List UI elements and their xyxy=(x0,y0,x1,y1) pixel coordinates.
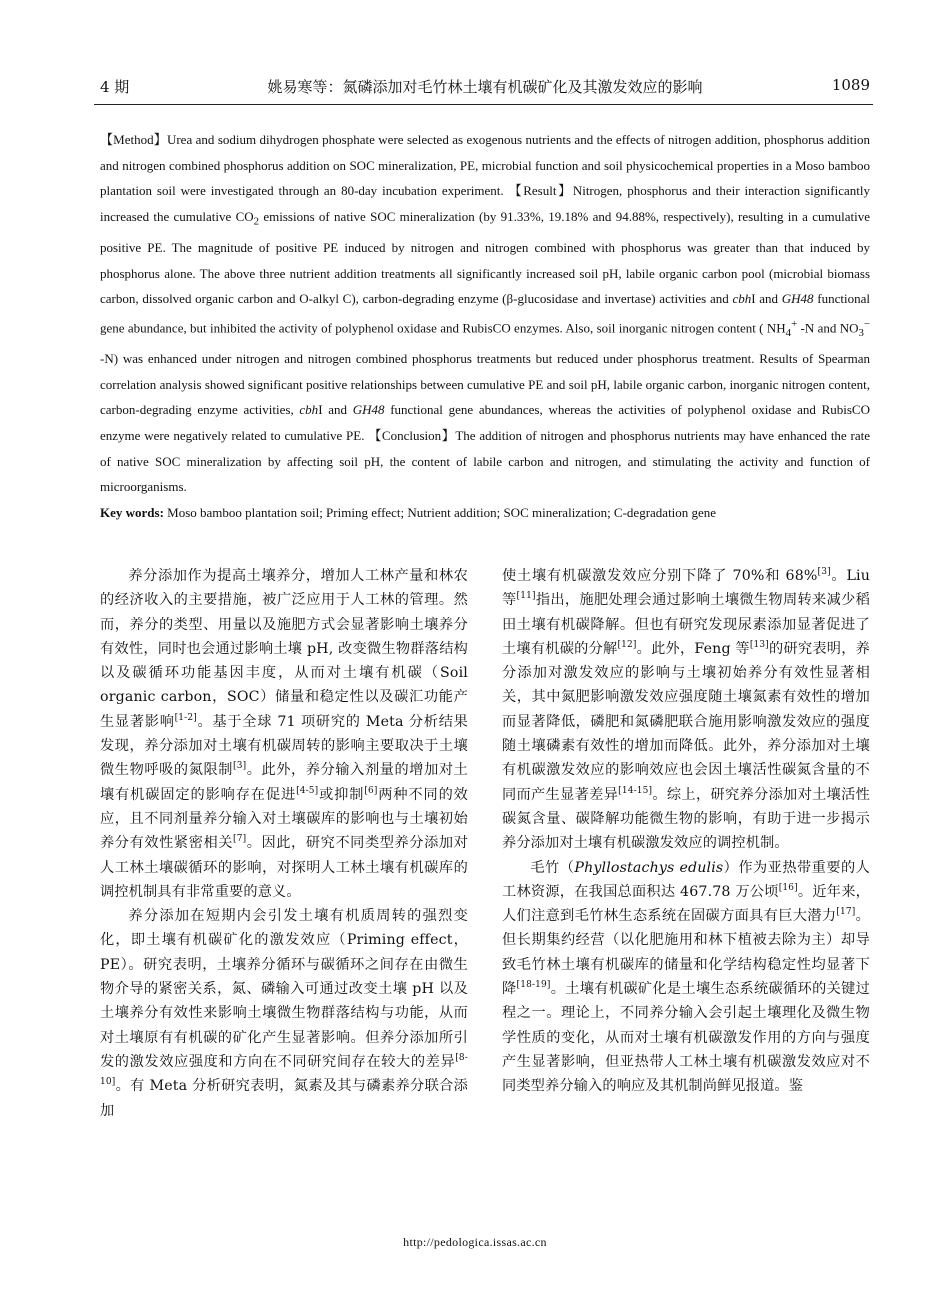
result-text: -N) was enhanced under nitrogen and nitrogen combined phosphorus treatments but reduced under phosphorus treatment. Results of Spearman correlation analysis showed significant positive relationships between cumulative PE and soil pH, labile organic carbon, inorganic nitrogen content, carbon-degrading enzyme activities, xyxy=(100,351,870,418)
citation: [3] xyxy=(817,567,831,577)
paragraph xyxy=(100,564,468,904)
no3-subscript: 3 xyxy=(858,326,864,339)
citation: [8-10] xyxy=(100,1052,468,1088)
citation: [13] xyxy=(749,639,769,650)
result-text: functional gene abundance, but inhibited the activity of polyphenol oxidase and RubisCO enzymes. Also, soil inorganic nitrogen content ( NH xyxy=(100,291,870,336)
running-title: 姚易寒等：氮磷添加对毛竹林土壤有机碳矿化及其激发效应的影响 xyxy=(267,78,703,96)
paragraph-text: 或抑制 xyxy=(318,786,365,803)
right-column xyxy=(502,564,870,1099)
paragraph-text: 。此外，养分输入剂量的增加对土壤有机碳固定的影响存在促进 xyxy=(100,762,468,803)
result-text: I and xyxy=(318,402,353,418)
gene-name: GH48 xyxy=(352,402,385,418)
keywords-label: Key words: xyxy=(100,504,164,520)
species-name: Phyllostachys edulis xyxy=(574,859,724,876)
result-text: emissions of native SOC mineralization (by 91.33%, 19.18% and 94.88%, respectively), resulting in a cumulative positive PE. The magnitude of positive PE induced by nitrogen and nitrogen combined with phosphorus was greater than that induced by phosphorus alone. The above three nutrient addition treatments all significantly increased soil pH, labile organic carbon pool (microbial biomass carbon, dissolved organic carbon and O-alkyl C), carbon-degrading enzyme (β-glucosidase and invertase) activities and xyxy=(100,208,870,307)
english-abstract xyxy=(100,127,870,525)
citation: [1-2] xyxy=(174,712,197,723)
abstract-body xyxy=(100,127,870,500)
result-label: 【Result】 xyxy=(508,183,573,199)
issue-number: 4 期 xyxy=(100,78,130,96)
citation: [16] xyxy=(778,882,798,893)
page-number: 1089 xyxy=(831,76,870,94)
citation: [7] xyxy=(233,834,247,845)
paragraph xyxy=(100,904,468,1123)
citation: [11] xyxy=(516,591,536,602)
citation: [6] xyxy=(364,785,378,796)
gene-name: cbh xyxy=(732,291,752,307)
gene-name: GH48 xyxy=(781,291,814,307)
nh4-subscript: 4 xyxy=(785,326,792,339)
paragraph-text: 的研究表明，养分添加对激发效应的影响与土壤初始养分有效性显著相关，其中氮肥影响激发效应强度随土壤氮素有效性的增加而显著降低，磷肥和氮磷肥联合施用影响激发效应的强度随土壤磷素有效性的增加而降低。此外，养分添加对土壤有机碳激发效应的影响效应也会因土壤活性碳氮含量的不同而产生显著差异 xyxy=(502,640,870,803)
citation: [12] xyxy=(617,639,637,650)
method-label: 【Method】 xyxy=(100,132,167,147)
paragraph-text: 。有 Meta 分析研究表明，氮素及其与磷素养分联合添加 xyxy=(100,1078,468,1119)
paragraph xyxy=(502,856,870,1099)
paragraph-text: 养分添加在短期内会引发土壤有机质周转的强烈变化，即土壤有机碳矿化的激发效应（Priming effect，PE）。研究表明，土壤养分循环与碳循环之间存在由微生物介导的紧密关系，氮、磷输入可通过改变土壤 pH 以及土壤养分有效性来影响土壤微生物群落结构与功能，从而对土壤原有有机碳的矿化产生显著影响。但养分添加所引发的激发效应强度和方向在不同研究间存在较大的差异 xyxy=(100,908,468,1070)
result-text: Nitrogen, phosphorus and their interaction significantly increased the cumulative CO xyxy=(100,183,870,224)
no3-superscript: − xyxy=(863,317,871,330)
paragraph-text: 使土壤有机碳激发效应分别下降了 70%和 68% xyxy=(502,568,818,584)
result-text: -N and NO xyxy=(797,320,859,336)
gene-name: cbh xyxy=(299,402,319,418)
paragraph-text: 。土壤有机碳矿化是土壤生态系统碳循环的关键过程之一。理论上，不同养分输入会引起土壤理化及微生物学性质的变化，从而对土壤有机碳激发作用的方向与强度产生显著影响，但亚热带人工林土壤有机碳激发效应对不同类型养分输入的响应及其机制尚鲜见报道。鉴 xyxy=(502,981,870,1095)
paragraph-text: 。近年来，人们注意到毛竹林生态系统在固碳方面具有巨大潜力 xyxy=(502,883,870,925)
result-text: functional gene abundances, whereas the activities of polyphenol oxidase and RubisCO enzyme were negatively related to cumulative PE. xyxy=(100,402,870,444)
paragraph-text: 。基于全球 71 项研究的 Meta 分析结果发现，养分添加对土壤有机碳周转的影响主要取决于土壤微生物呼吸的氮限制 xyxy=(100,713,468,779)
paragraph-text: 毛竹（ xyxy=(530,859,575,876)
paragraph-text: 。此外，Feng 等 xyxy=(636,640,750,657)
citation: [17] xyxy=(836,907,856,918)
header-rule xyxy=(94,104,873,105)
paragraph-text: 指出，施肥处理会通过影响土壤微生物周转来减少稻田土壤有机碳降解。但也有研究发现尿素添加显著促进了土壤有机碳的分解 xyxy=(502,592,871,657)
citation: [14-15] xyxy=(618,785,653,796)
conclusion-label: 【Conclusion】 xyxy=(368,428,456,444)
left-column xyxy=(100,564,468,1123)
citation: [18-19] xyxy=(516,980,551,991)
keywords-text: Moso bamboo plantation soil; Priming effect; Nutrient addition; SOC mineralization; C-degradation gene xyxy=(163,504,717,520)
nh4-superscript: + xyxy=(791,317,798,330)
paragraph xyxy=(502,564,870,856)
co2-subscript: 2 xyxy=(253,215,260,228)
method-text: Urea and sodium dihydrogen phosphate were selected as exogenous nutrients and the effects of nitrogen addition, phosphorus addition and nitrogen combined phosphorus addition on SOC mineralization, PE, microbial function and soil physicochemical properties in a Moso bamboo plantation soil were investigated through an 80-day incubation experiment. xyxy=(100,132,870,199)
running-header xyxy=(100,76,870,102)
keywords xyxy=(100,500,870,526)
paragraph-text: ）作为亚热带重要的人工林资源，在我国总面积达 467.78 万公顷 xyxy=(502,859,870,900)
paragraph-text: 。因此，研究不同类型养分添加对人工林土壤碳循环的影响，对探明人工林土壤有机碳库的调控机制具有非常重要的意义。 xyxy=(100,835,468,900)
paragraph-text: 。综上，研究养分添加对土壤活性碳氮含量、碳降解功能微生物的影响，有助于进一步揭示养分添加对土壤有机碳激发效应的调控机制。 xyxy=(502,786,870,852)
citation: [4-5] xyxy=(296,785,319,796)
paragraph-text: 。Liu 等 xyxy=(502,568,870,609)
result-text: I and xyxy=(751,291,782,307)
paragraph-text: 养分添加作为提高土壤养分，增加人工林产量和林农的经济收入的主要措施，被广泛应用于人工林的管理。然而，养分的类型、用量以及施肥方式会显著影响土壤养分有效性，同时也会通过影响土壤 pH, 改变微生物群落结构以及碳循环功能基因丰度，从而对土壤有机碳（Soil organic carbon，SOC）储量和稳定性以及碳汇功能产生显著影响 xyxy=(100,568,468,730)
conclusion-text: The addition of nitrogen and phosphorus nutrients may have enhanced the rate of native SOC mineralization by affecting soil pH, the content of labile carbon and nitrogen, and stimulating the activity and function of microorganisms. xyxy=(100,428,871,495)
citation: [3] xyxy=(233,761,247,772)
paragraph-text: 两种不同的效应，且不同剂量养分输入对土壤碳库的影响也与土壤初始养分有效性紧密相关 xyxy=(100,786,469,852)
footer-url[interactable]: http://pedologica.issas.ac.cn xyxy=(403,1235,547,1249)
paragraph-text: 。但长期集约经营（以化肥施用和林下植被去除为主）却导致毛竹林土壤有机碳库的储量和化学结构稳定性均显著下降 xyxy=(502,908,871,998)
